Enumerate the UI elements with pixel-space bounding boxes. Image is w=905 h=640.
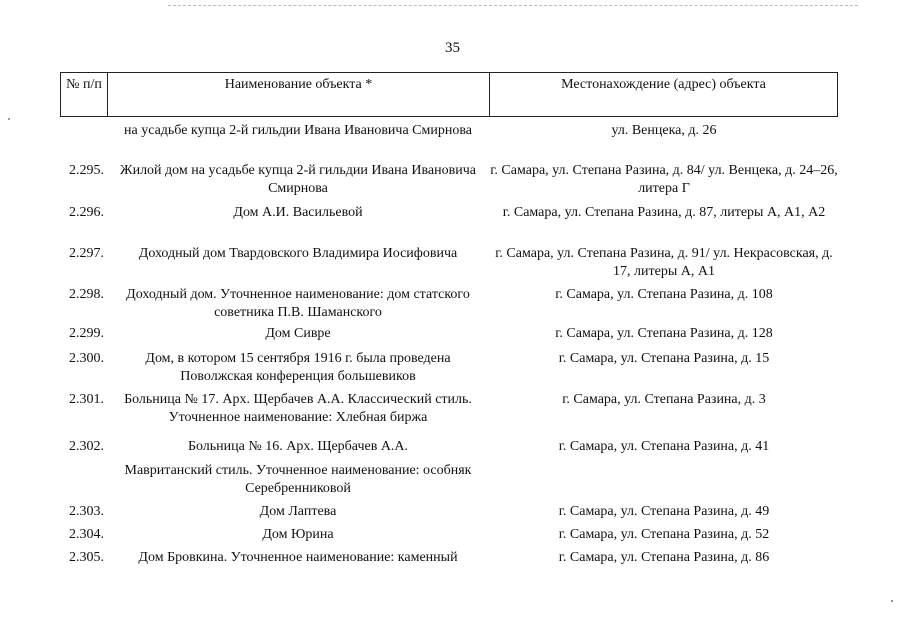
row-address: г. Самара, ул. Степана Разина, д. 86 — [558, 550, 770, 565]
scan-speck — [8, 118, 10, 120]
header-name: Наименование объекта * — [108, 73, 490, 116]
row-address: г. Самара, ул. Степана Разина, д. 15 — [558, 351, 770, 366]
row-address: г. Самара, ул. Степана Разина, д. 84/ ул. Венцека, д. 24–26, литера Г — [490, 163, 838, 196]
row-num: 2.303. — [69, 504, 104, 519]
row-name: Доходный дом. Уточненное наименование: дом статского советника П.В. Шаманского — [126, 287, 470, 320]
row-num: 2.301. — [69, 392, 104, 407]
row-name: Доходный дом Твардовского Владимира Иосифовича — [138, 246, 458, 261]
row-num: 2.296. — [69, 205, 104, 220]
row-address: г. Самара, ул. Степана Разина, д. 87, литеры А, А1, А2 — [502, 205, 826, 220]
row-num: 2.298. — [69, 287, 104, 302]
row-name: Мавританский стиль. Уточненное наименование: особняк Серебренниковой — [124, 463, 472, 496]
row-address: г. Самара, ул. Степана Разина, д. 3 — [562, 392, 766, 407]
row-name: Дом Юрина — [262, 527, 334, 542]
row-address: г. Самара, ул. Степана Разина, д. 91/ ул. Некрасовская, д. 17, литеры А, А1 — [495, 246, 833, 279]
row-num: 2.295. — [69, 163, 104, 178]
row-num: 2.302. — [69, 439, 104, 454]
row-name: Дом Бровкина. Уточненное наименование: каменный — [138, 550, 458, 565]
row-num: 2.297. — [69, 246, 104, 261]
row-name: Больница № 17. Арх. Щербачев А.А. Классический стиль. Уточненное наименование: Хлебная биржа — [124, 392, 472, 425]
row-num: 2.304. — [69, 527, 104, 542]
row-num: 2.300. — [69, 351, 104, 366]
row-name: на усадьбе купца 2-й гильдии Ивана Ивановича Смирнова — [123, 123, 472, 138]
row-address: ул. Венцека, д. 26 — [611, 123, 717, 138]
row-num: 2.305. — [69, 550, 104, 565]
header-address: Местонахождение (адрес) объекта — [561, 77, 766, 92]
row-address: г. Самара, ул. Степана Разина, д. 108 — [555, 287, 773, 302]
header-num: № п/п — [61, 73, 108, 116]
row-name: Дом Сивре — [265, 326, 331, 341]
table-header — [60, 72, 838, 117]
row-name: Жилой дом на усадьбе купца 2-й гильдии Ивана Ивановича Смирнова — [120, 163, 476, 196]
row-address: г. Самара, ул. Степана Разина, д. 49 — [558, 504, 770, 519]
row-address: г. Самара, ул. Степана Разина, д. 52 — [558, 527, 770, 542]
row-num: 2.299. — [69, 326, 104, 341]
scan-top-rule — [168, 5, 858, 6]
row-name: Дом Лаптева — [259, 504, 337, 519]
row-name: Больница № 16. Арх. Щербачев А.А. — [187, 439, 409, 454]
scan-speck — [891, 600, 893, 602]
row-name: Дом А.И. Васильевой — [233, 205, 363, 220]
row-name: Дом, в котором 15 сентября 1916 г. была проведена Поволжская конференция большевиков — [145, 351, 451, 384]
row-address: г. Самара, ул. Степана Разина, д. 128 — [555, 326, 773, 341]
page-number: 35 — [445, 40, 460, 56]
row-address: г. Самара, ул. Степана Разина, д. 41 — [558, 439, 770, 454]
